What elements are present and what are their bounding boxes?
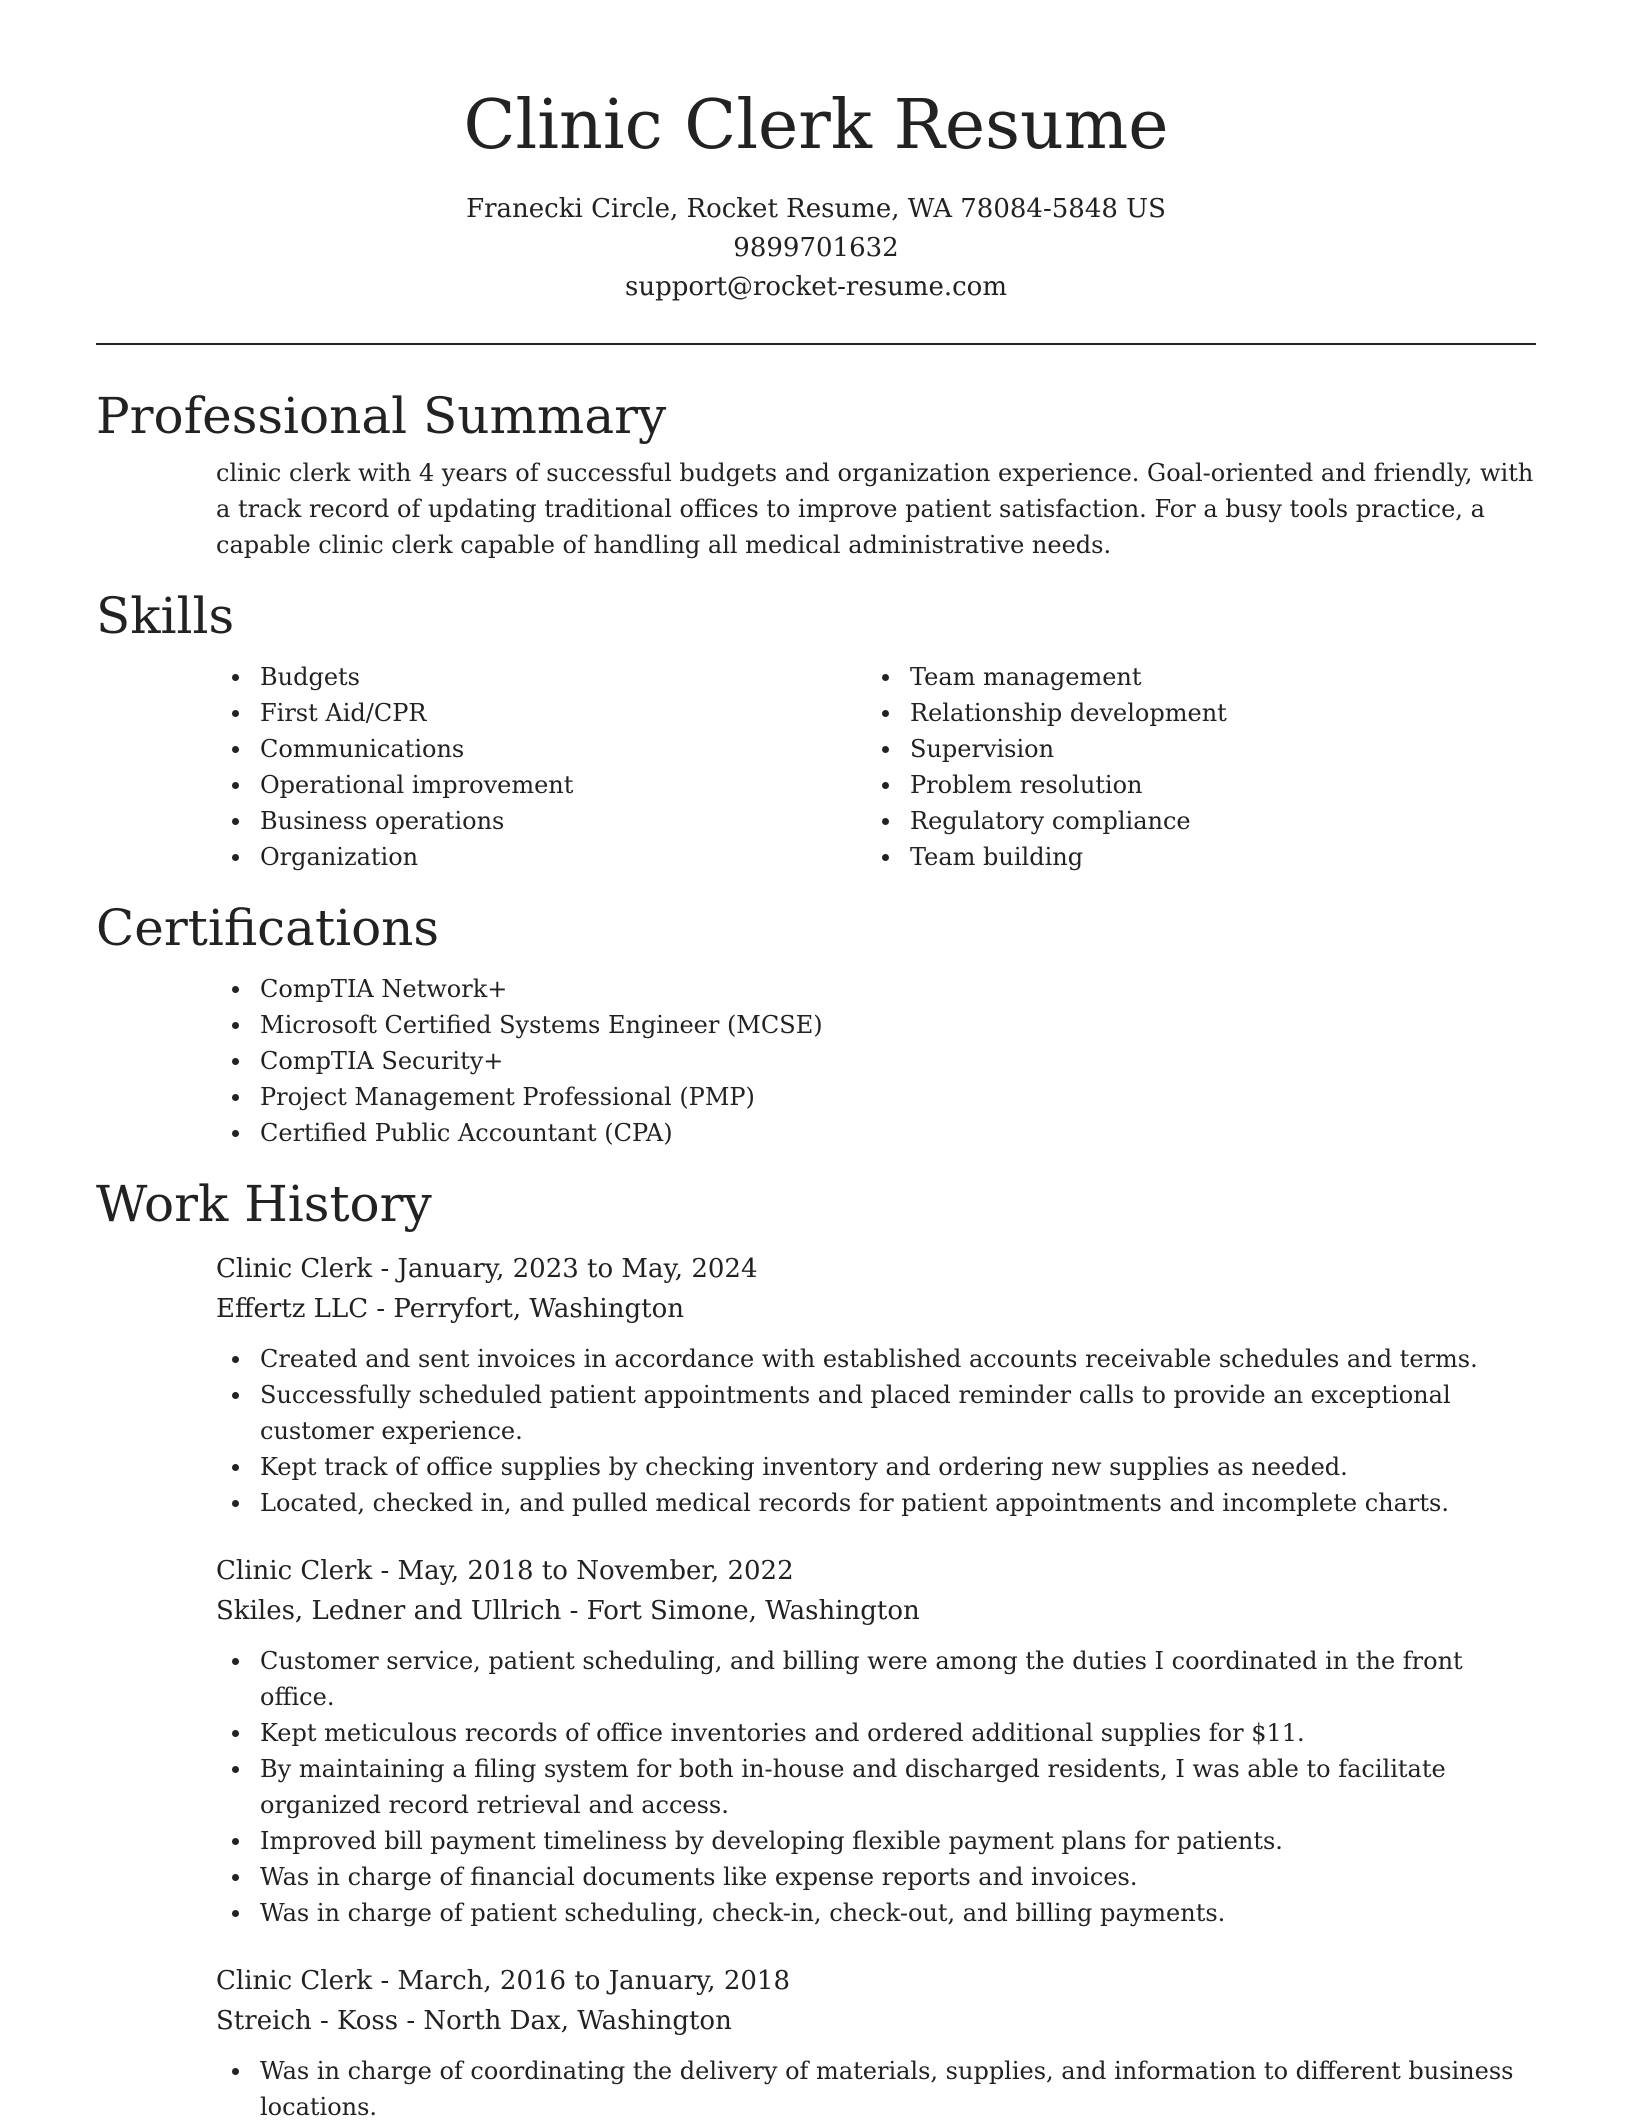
certifications-section [96, 897, 1536, 1151]
job-bullet: Successfully scheduled patient appointments and placed reminder calls to provide an exceptional customer experience. [216, 1377, 1536, 1449]
job-bullet: Was in charge of patient scheduling, check-in, check-out, and billing payments. [216, 1895, 1536, 1931]
job-bullets [216, 1643, 1536, 1931]
job-bullet: Was in charge of financial documents like expense reports and invoices. [216, 1859, 1536, 1895]
certification-item: CompTIA Network+ [216, 971, 1536, 1007]
job-title: Clinic Clerk [216, 1556, 373, 1586]
skill-item: Organization [216, 839, 866, 875]
skills-right-list [866, 659, 1516, 875]
job-location: - Fort Simone, Washington [561, 1596, 920, 1626]
job-entry [216, 1551, 1536, 1931]
job-title-line [216, 1961, 1536, 2001]
contact-phone: 9899701632 [733, 233, 899, 263]
skills-heading: Skills [96, 587, 235, 645]
job-bullet: Kept meticulous records of office inventories and ordered additional supplies for $11. [216, 1715, 1536, 1751]
job-company: Skiles, Ledner and Ullrich [216, 1596, 562, 1626]
job-location: - North Dax, Washington [398, 2006, 732, 2036]
job-company: Effertz LLC [216, 1294, 369, 1324]
resume-title: Clinic Clerk Resume [463, 86, 1169, 165]
contact-email: support@rocket-resume.com [624, 272, 1007, 302]
skill-item: Team management [866, 659, 1516, 695]
summary-heading: Professional Summary [96, 387, 667, 445]
job-dates: - March, 2016 to January, 2018 [372, 1966, 790, 1996]
job-entry [216, 1249, 1536, 1521]
job-entry [216, 1961, 1536, 2125]
job-company-line [216, 2001, 1536, 2041]
work-heading: Work History [96, 1175, 432, 1233]
job-title-line [216, 1551, 1536, 1591]
skills-left-list [216, 659, 866, 875]
work-section [96, 1173, 1536, 2125]
certification-item: CompTIA Security+ [216, 1043, 1536, 1079]
resume-page [96, 0, 1536, 2125]
skill-item: Communications [216, 731, 866, 767]
skill-item: First Aid/CPR [216, 695, 866, 731]
job-location: - Perryfort, Washington [368, 1294, 684, 1324]
job-company: Streich - Koss [216, 2006, 399, 2036]
skill-item: Business operations [216, 803, 866, 839]
job-bullet: Customer service, patient scheduling, and billing were among the duties I coordinated in the front office. [216, 1643, 1536, 1715]
skill-item: Supervision [866, 731, 1516, 767]
skill-item: Team building [866, 839, 1516, 875]
contact-address: Franecki Circle, Rocket Resume, WA 78084-5848 US [466, 194, 1166, 224]
job-company-line [216, 1591, 1536, 1631]
certifications-list [216, 971, 1536, 1151]
job-bullets [216, 2053, 1536, 2125]
skill-item: Relationship development [866, 695, 1516, 731]
job-dates: - January, 2023 to May, 2024 [372, 1254, 758, 1284]
skills-grid [216, 659, 1536, 875]
job-bullet: Located, checked in, and pulled medical records for patient appointments and incomplete charts. [216, 1485, 1536, 1521]
skills-section [96, 585, 1536, 875]
job-title: Clinic Clerk [216, 1966, 373, 1996]
certification-item: Certified Public Accountant (CPA) [216, 1115, 1536, 1151]
job-company-line [216, 1289, 1536, 1329]
job-bullet: Created and sent invoices in accordance with established accounts receivable schedules and terms. [216, 1341, 1536, 1377]
skill-item: Operational improvement [216, 767, 866, 803]
header-divider [96, 343, 1536, 345]
certification-item: Microsoft Certified Systems Engineer (MCSE) [216, 1007, 1536, 1043]
certifications-heading: Certifications [96, 899, 440, 957]
job-dates: - May, 2018 to November, 2022 [372, 1556, 794, 1586]
summary-text: clinic clerk with 4 years of successful budgets and organization experience. Goal-oriented and friendly, with a track record of updating traditional offices to improve patient satisfaction. For a busy tools practice, a capable clinic clerk capable of handling all medical administrative needs. [216, 459, 1534, 559]
skill-item: Problem resolution [866, 767, 1516, 803]
job-title: Clinic Clerk [216, 1254, 373, 1284]
job-bullet: Improved bill payment timeliness by developing flexible payment plans for patients. [216, 1823, 1536, 1859]
skill-item: Regulatory compliance [866, 803, 1516, 839]
job-bullets [216, 1341, 1536, 1521]
summary-section [96, 385, 1536, 563]
contact-block [96, 190, 1536, 307]
job-bullet: Kept track of office supplies by checking inventory and ordering new supplies as needed. [216, 1449, 1536, 1485]
job-bullet: By maintaining a filing system for both in-house and discharged residents, I was able to facilitate organized record retrieval and access. [216, 1751, 1536, 1823]
job-bullet: Was in charge of coordinating the delivery of materials, supplies, and information to different business locations. [216, 2053, 1536, 2125]
job-title-line [216, 1249, 1536, 1289]
certification-item: Project Management Professional (PMP) [216, 1079, 1536, 1115]
skill-item: Budgets [216, 659, 866, 695]
